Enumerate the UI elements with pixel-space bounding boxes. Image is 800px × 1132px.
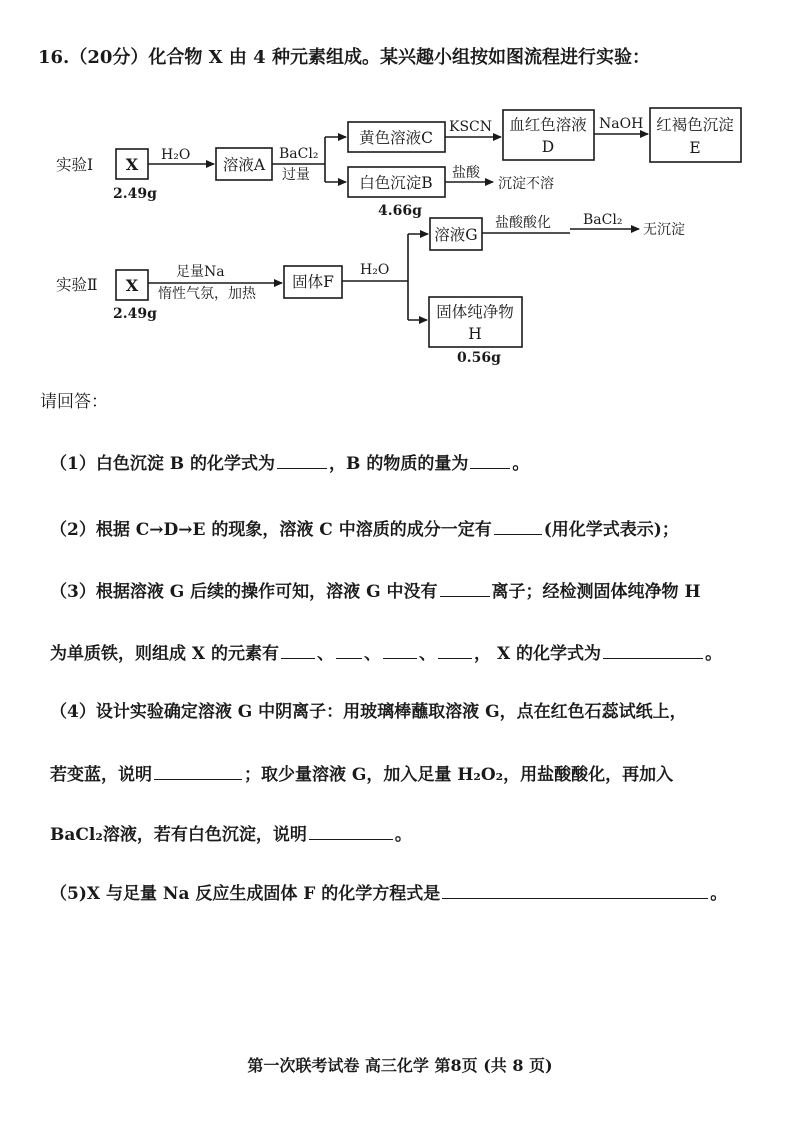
- question-4-line-2: [50, 763, 673, 785]
- question-5: [50, 882, 727, 904]
- exp2-water-label: H₂O: [360, 262, 390, 278]
- exp1-excess-label: 过量: [282, 167, 310, 183]
- no-precipitate-label: 无沉淀: [643, 222, 685, 238]
- b-mass: 4.66g: [378, 203, 422, 219]
- exp1-x: X: [125, 155, 139, 174]
- solid-h-line2: H: [468, 325, 482, 343]
- precipitate-e-line1: 红褐色沉淀: [656, 116, 734, 134]
- q2-blank-solute[interactable]: [494, 518, 542, 535]
- q2-text-a: （2）根据 C→D→E 的现象，溶液 C 中溶质的成分一定有: [50, 520, 492, 540]
- q1-text-a: （1）白色沉淀 B 的化学式为: [50, 454, 276, 474]
- acidify-label: 盐酸酸化: [495, 215, 551, 231]
- insoluble-label: 沉淀不溶: [498, 176, 554, 192]
- q3-text-c: 为单质铁，则组成 X 的元素有: [50, 644, 280, 664]
- q4-blank-1[interactable]: [154, 763, 242, 780]
- solid-f-label: 固体F: [292, 273, 334, 291]
- question-3-line-2: [50, 642, 722, 664]
- precipitate-e-line2: E: [689, 139, 701, 157]
- q3-blank-ion[interactable]: [440, 580, 490, 597]
- q3-text-b: 离子；经检测固体纯净物 H: [491, 582, 701, 602]
- question-3-line-1: [50, 580, 701, 602]
- h-mass: 0.56g: [457, 350, 501, 366]
- q4-text-b: 若变蓝，说明: [50, 765, 152, 785]
- q3-sep-2: 、: [364, 644, 382, 664]
- question-4-line-3: [50, 823, 412, 845]
- q4-blank-2[interactable]: [309, 823, 393, 840]
- q3-blank-element-3[interactable]: [383, 642, 417, 659]
- question-stem: 化合物 X 由 4 种元素组成。某兴趣小组按如图流程进行实验：: [148, 47, 650, 68]
- exp1-water-label: H₂O: [161, 147, 191, 163]
- exp2-x-mass: 2.49g: [113, 306, 157, 322]
- question-number: 16.: [38, 47, 70, 68]
- q5-blank-equation[interactable]: [442, 882, 708, 899]
- page-footer: 第一次联考试卷 高三化学 第8页 (共 8 页): [247, 1056, 553, 1075]
- q3-text-d: ， X 的化学式为: [474, 644, 602, 664]
- q1-blank-moles[interactable]: [470, 452, 510, 469]
- exp1-x-mass: 2.49g: [113, 186, 157, 202]
- q3-blank-element-4[interactable]: [438, 642, 472, 659]
- exp1-bacl2-label: BaCl₂: [279, 146, 319, 162]
- q1-text-c: 。: [512, 454, 530, 474]
- question-4-line-1: （4）设计实验确定溶液 G 中阴离子：用玻璃棒蘸取溶液 G，点在红色石蕊试纸上，: [50, 702, 687, 722]
- q3-blank-element-2[interactable]: [336, 642, 362, 659]
- exp1-label: 实验Ⅰ: [56, 156, 94, 174]
- q3-text-a: （3）根据溶液 G 后续的操作可知，溶液 G 中没有: [50, 582, 438, 602]
- solution-c-label: 黄色溶液C: [359, 129, 433, 147]
- q5-text-b: 。: [710, 884, 728, 904]
- q4-text-d: BaCl₂溶液，若有白色沉淀，说明: [50, 825, 307, 845]
- q4-text-c: ；取少量溶液 G，加入足量 H₂O₂，用盐酸酸化，再加入: [244, 765, 674, 785]
- q2-text-b: (用化学式表示)；: [543, 520, 679, 540]
- solution-g-label: 溶液G: [434, 226, 478, 244]
- q3-sep-3: 、: [419, 644, 437, 664]
- question-1: [50, 452, 529, 474]
- q3-sep-1: 、: [317, 644, 335, 664]
- q3-blank-formula[interactable]: [603, 642, 703, 659]
- q4-text-e: 。: [394, 825, 412, 845]
- exp2-label: 实验Ⅱ: [56, 276, 98, 294]
- solution-a-label: 溶液A: [222, 156, 266, 174]
- kscn-label: KSCN: [449, 119, 493, 135]
- precipitate-b-label: 白色沉淀B: [359, 174, 433, 192]
- prompt: 请回答：: [40, 392, 108, 412]
- q3-blank-element-1[interactable]: [281, 642, 315, 659]
- exp2-x: X: [125, 276, 139, 295]
- solution-d-line1: 血红色溶液: [509, 116, 587, 134]
- hcl-label: 盐酸: [452, 165, 480, 181]
- solution-d-line2: D: [541, 138, 555, 156]
- question-2: [50, 518, 679, 540]
- q1-blank-formula[interactable]: [277, 452, 327, 469]
- naoh-label: NaOH: [599, 116, 644, 132]
- q3-text-e: 。: [705, 644, 723, 664]
- question-score: （20分）: [69, 47, 149, 68]
- na-excess-label: 足量Na: [176, 264, 225, 280]
- flow-diagram: [0, 0, 800, 380]
- q5-text-a: （5)X 与足量 Na 反应生成固体 F 的化学方程式是: [50, 884, 441, 904]
- solid-h-line1: 固体纯净物: [436, 303, 514, 321]
- inert-gas-label: 惰性气氛，加热: [158, 286, 256, 302]
- q1-text-b: ，B 的物质的量为: [329, 454, 469, 474]
- exp2-bacl2-label: BaCl₂: [583, 212, 623, 228]
